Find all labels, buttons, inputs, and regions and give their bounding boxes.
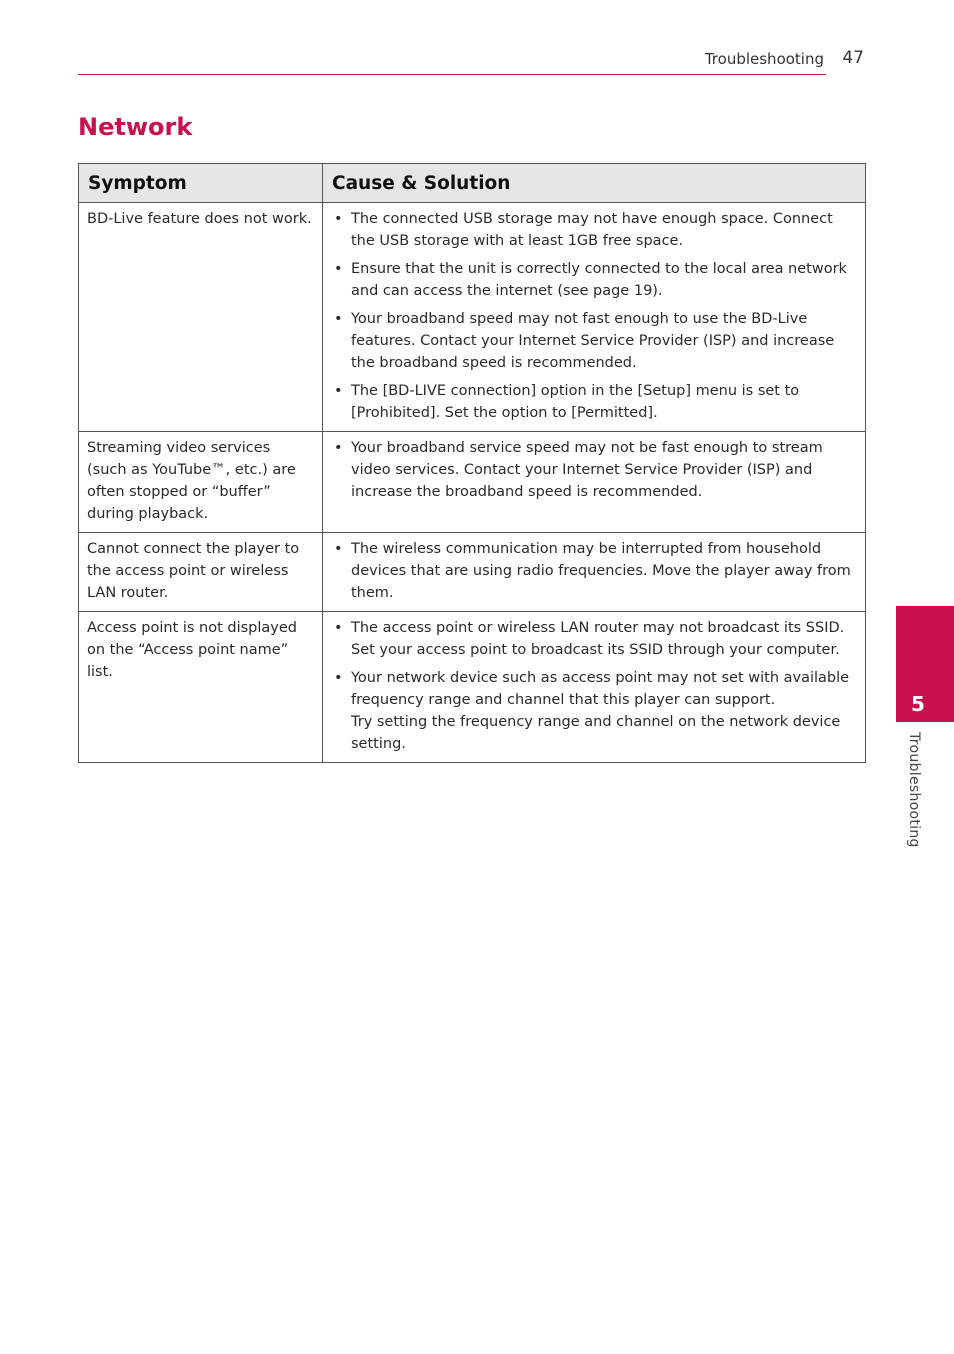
cause-item: [331, 308, 857, 374]
symptom-cell: BD-Live feature does not work.: [79, 203, 323, 432]
cause-item: [331, 538, 857, 604]
table-row: [79, 203, 866, 432]
cause-list: [331, 208, 857, 424]
cause-item: [331, 258, 857, 302]
symptom-cell: Cannot connect the player to the access point or wireless LAN router.: [79, 533, 323, 612]
cause-text: The connected USB storage may not have enough space. Connect the USB storage with at least 1GB free space.: [351, 211, 833, 249]
cause-item: [331, 208, 857, 252]
cause-cell: [323, 533, 866, 612]
chapter-side-label: Troubleshooting: [906, 732, 922, 848]
cause-item: [331, 617, 857, 661]
cause-text: Your broadband service speed may not be fast enough to stream video services. Contact your Internet Service Provider (ISP) and increase the broadband speed is recommended.: [351, 440, 823, 500]
chapter-tab: [896, 606, 954, 722]
cause-list: [331, 538, 857, 604]
bullet-icon: •: [334, 541, 343, 557]
bullet-icon: •: [334, 620, 343, 636]
page-number: 47: [842, 48, 864, 68]
page-header: [78, 46, 864, 76]
column-header-symptom: Symptom: [79, 164, 323, 203]
cause-item: [331, 667, 857, 755]
cause-item: [331, 437, 857, 503]
bullet-icon: •: [334, 311, 343, 327]
header-divider: [78, 74, 826, 75]
header-section-title: Troubleshooting: [704, 50, 824, 68]
cause-text: Your network device such as access point may not set with available frequency range and channel that this player can support. Try setting the frequency range and channel on the network device setting.: [351, 670, 850, 752]
cause-text: Ensure that the unit is correctly connected to the local area network and can access the internet (see page 19).: [351, 261, 847, 299]
cause-text: The access point or wireless LAN router may not broadcast its SSID. Set your access point to broadcast its SSID through your computer.: [351, 620, 845, 658]
cause-list: [331, 617, 857, 755]
cause-text: The [BD-LIVE connection] option in the [Setup] menu is set to [Prohibited]. Set the option to [Permitted].: [351, 383, 800, 421]
symptom-cell: Access point is not displayed on the “Access point name” list.: [79, 612, 323, 763]
bullet-icon: •: [334, 211, 343, 227]
table-row: [79, 612, 866, 763]
column-header-cause-solution: Cause & Solution: [323, 164, 866, 203]
bullet-icon: •: [334, 383, 343, 399]
bullet-icon: •: [334, 440, 343, 456]
bullet-icon: •: [334, 261, 343, 277]
cause-cell: [323, 203, 866, 432]
cause-text: The wireless communication may be interrupted from household devices that are using radio frequencies. Move the player away from them.: [351, 541, 851, 601]
cause-item: [331, 380, 857, 424]
table-header-row: [79, 164, 866, 203]
symptom-cell: Streaming video services (such as YouTube™, etc.) are often stopped or “buffer” during playback.: [79, 432, 323, 533]
table-row: [79, 533, 866, 612]
section-title: Network: [78, 113, 193, 141]
troubleshooting-table: [78, 163, 866, 763]
cause-list: [331, 437, 857, 503]
bullet-icon: •: [334, 670, 343, 686]
chapter-number: 5: [911, 692, 925, 716]
table-row: [79, 432, 866, 533]
cause-cell: [323, 612, 866, 763]
cause-cell: [323, 432, 866, 533]
cause-text: Your broadband speed may not fast enough to use the BD-Live features. Contact your Internet Service Provider (ISP) and increase the broadband speed is recommended.: [351, 311, 835, 371]
